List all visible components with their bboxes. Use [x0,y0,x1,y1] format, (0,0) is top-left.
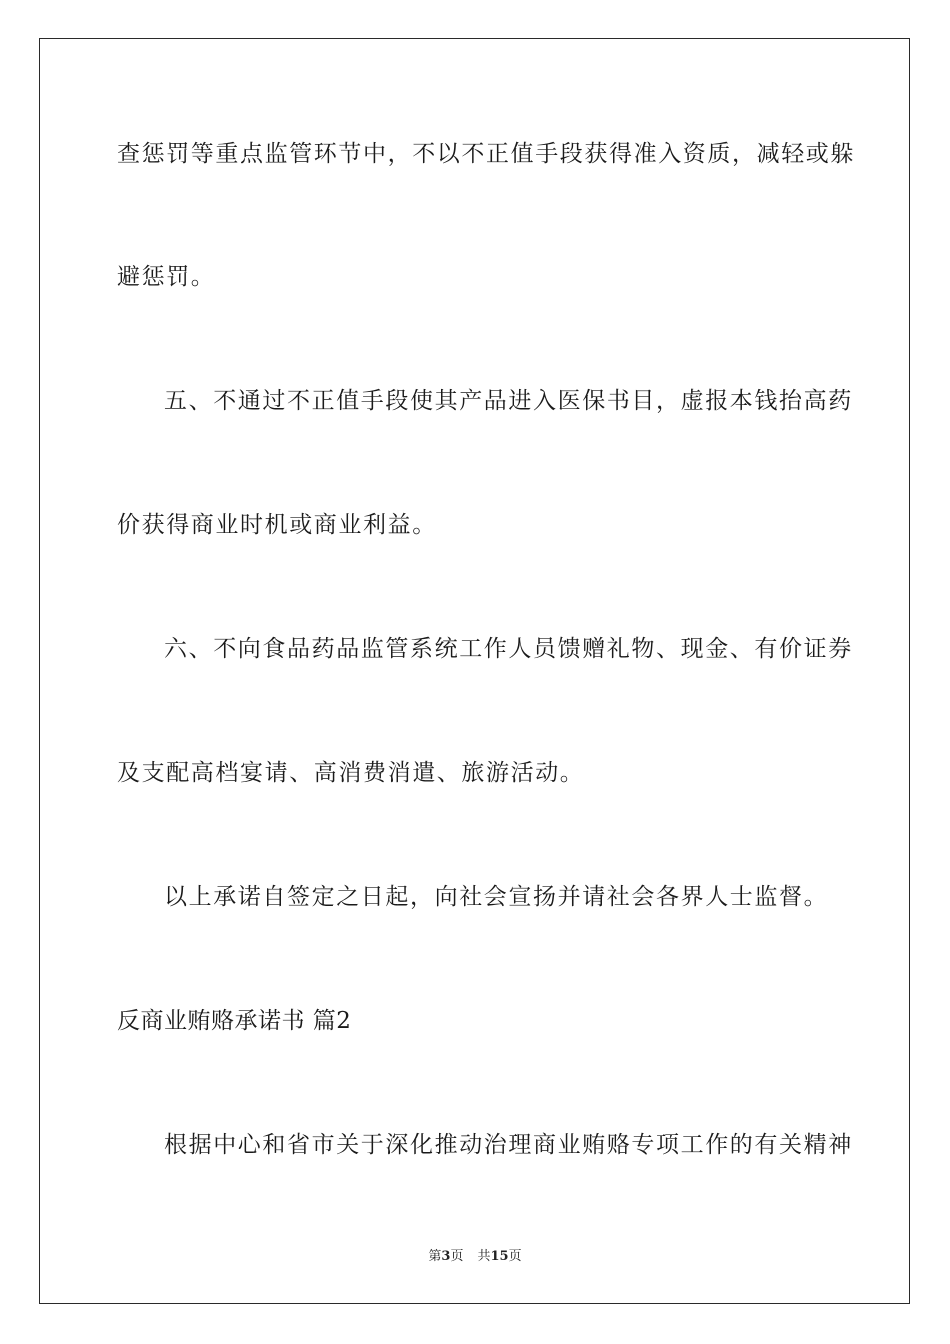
paragraph-line-3: 五、不通过不正值手段使其产品进入医保书目，虚报本钱抬高药 [164,388,853,414]
page-footer [0,1248,950,1266]
section-heading: 反商业贿赂承诺书 篇2 [117,1008,352,1034]
paragraph-line-2: 避惩罚。 [117,264,216,290]
paragraph-line-4: 价获得商业时机或商业利益。 [117,512,437,538]
paragraph-line-1: 查惩罚等重点监管环节中，不以不正值手段获得准入资质，减轻或躲 [117,141,855,167]
paragraph-line-5: 六、不向食品药品监管系统工作人员馈赠礼物、现金、有价证券 [164,636,853,662]
paragraph-line-7: 以上承诺自签定之日起，向社会宣扬并请社会各界人士监督。 [164,884,829,910]
paragraph-line-6: 及支配高档宴请、高消费消遣、旅游活动。 [117,760,585,786]
page-current: 3 [441,1249,451,1264]
total-prefix: 共 [477,1249,491,1264]
page-total: 15 [490,1249,509,1264]
page-suffix: 页 [450,1249,464,1264]
paragraph-line-9: 根据中心和省市关于深化推动治理商业贿赂专项工作的有关精神 [164,1132,853,1158]
total-suffix: 页 [508,1249,522,1264]
page-border [39,38,910,1304]
page-prefix: 第 [428,1249,442,1264]
